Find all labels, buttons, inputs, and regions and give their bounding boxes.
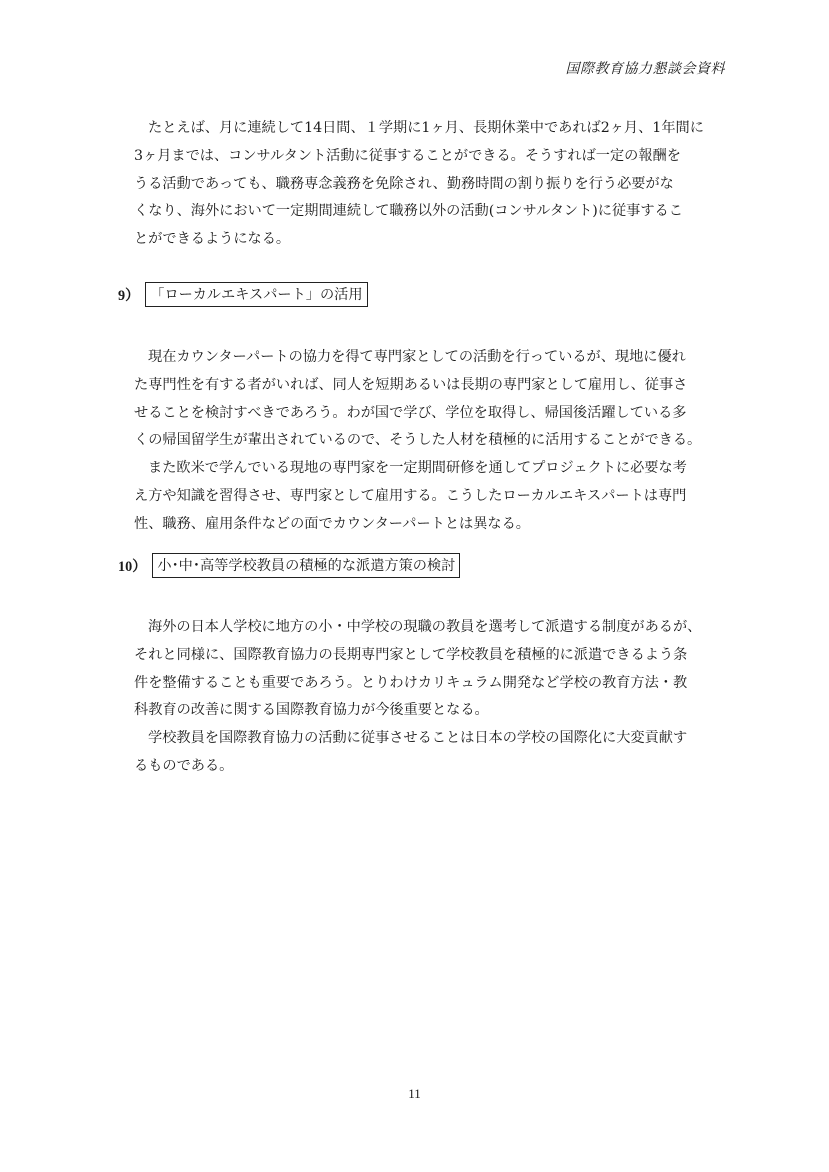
text-line: 科教育の改善に関する国際教育協力が今後重要となる。 bbox=[134, 702, 489, 719]
text-line: それと同様に、国際教育協力の長期専門家として学校教員を積極的に派遣できるよう条 bbox=[134, 646, 688, 663]
section-9-heading bbox=[118, 282, 368, 307]
text-line: え方や知識を習得させ、専門家として雇用する。こうしたローカルエキスパートは専門 bbox=[134, 487, 687, 504]
text-line: くの帰国留学生が輩出されているので、そうした人材を積極的に活用することができる。 bbox=[134, 432, 702, 449]
text-line: 性、職務、雇用条件などの面でカウンターパートとは異なる。 bbox=[134, 515, 530, 532]
section-9-paragraph-1 bbox=[134, 344, 724, 455]
section-10-paragraph-2 bbox=[134, 725, 724, 781]
document-header-title: 国際教育協力懇談会資料 bbox=[565, 61, 725, 77]
text-line: 3ヶ月までは、コンサルタント活動に従事することができる。そうすれば一定の報酬を bbox=[134, 147, 681, 164]
text-line: 現在カウンターパートの協力を得て専門家としての活動を行っているが、現地に優れ bbox=[148, 349, 686, 365]
text-line: また欧米で学んでいる現地の専門家を一定期間研修を通してプロジェクトに必要な考 bbox=[148, 460, 687, 476]
text-line: せることを検討すべきであろう。わが国で学び、学位を取得し、帰国後活躍している多 bbox=[134, 404, 687, 421]
text-line: るものである。 bbox=[134, 757, 234, 774]
text-line: とができるようになる。 bbox=[134, 231, 291, 248]
section-10-heading bbox=[118, 553, 460, 578]
text-line: た専門性を有する者がいれば、同人を短期あるいは長期の専門家として雇用し、従事さ bbox=[134, 376, 688, 393]
text-line: たとえば、月に連続して14日間、１学期に1ヶ月、長期休業中であれば2ヶ月、1年間に bbox=[148, 120, 704, 136]
section-title: 「ローカルエキスパート」の活用 bbox=[145, 282, 367, 307]
section-10-paragraph-1 bbox=[134, 614, 724, 725]
section-9-paragraph-2 bbox=[134, 455, 724, 538]
section-number: 10） bbox=[118, 558, 147, 575]
text-line: うる活動であっても、職務専念義務を免除され、勤務時間の割り振りを行う必要がな bbox=[134, 175, 674, 192]
text-line: 件を整備することも重要であろう。とりわけカリキュラム開発など学校の教育方法・教 bbox=[134, 674, 688, 691]
text-line: 海外の日本人学校に地方の小・中学校の現職の教員を選考して派遣する制度があるが、 bbox=[148, 619, 702, 635]
text-line: 学校教員を国際教育協力の活動に従事させることは日本の学校の国際化に大変貢献す bbox=[148, 730, 688, 746]
page-number: 11 bbox=[408, 1086, 421, 1101]
text-line: くなり、海外において一定期間連続して職務以外の活動(コンサルタント)に従事するこ bbox=[134, 203, 683, 220]
section-title: 小･中･高等学校教員の積極的な派遣方策の検討 bbox=[152, 553, 460, 578]
intro-paragraph bbox=[134, 115, 724, 254]
section-number: 9） bbox=[118, 287, 140, 304]
